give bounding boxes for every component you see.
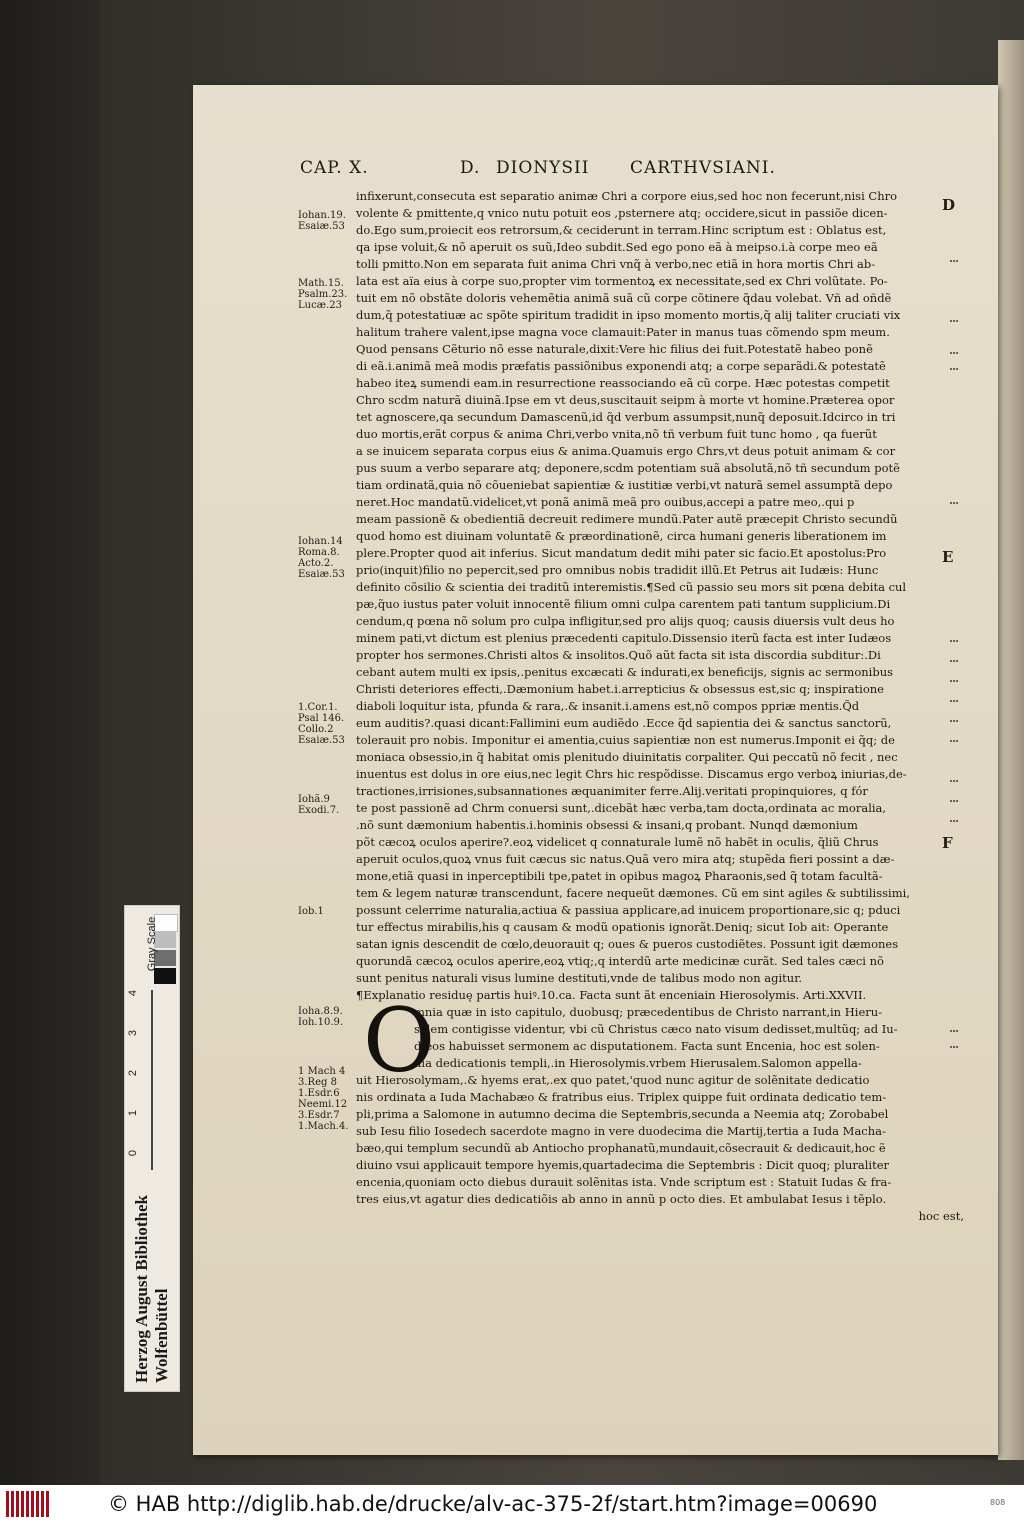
margin-mark [950, 740, 958, 746]
text-line: salem contigisse videntur, vbi cũ Christus cæco nato visum dedisset,multũq; ad Iu- [414, 1022, 898, 1036]
text-line: tolli pmitto.Non em separata fuit anima Chri vnq̃ à verbo,nec etiã in hora mortis Chri ab- [356, 257, 876, 271]
ruler-number: 4 [127, 989, 140, 997]
text-line: bæo,qui templum secundũ ab Antiocho prophanatũ,mundauit,cõsecrauit & dedicauit,hoc ẽ [356, 1141, 886, 1155]
footer-url[interactable]: © HAB http://diglib.hab.de/drucke/alv-ac-375-2f/start.htm?image=00690 [108, 1492, 878, 1516]
section-heading: ¶Explanatio residuę partis huiꝰ.10.ca. Facta sunt ãt enceniain Hierosolymis. Arti.XXVII. [356, 988, 867, 1002]
chapter-label: CAP. X. [300, 158, 369, 178]
author-surname: CARTHVSIANI. [630, 158, 776, 178]
text-line: prio(inquit)filio no pepercit,sed pro omnibus nobis tradidit illũ.Et Petrus ait Iudæis: Hunc [356, 563, 879, 577]
running-header [300, 158, 965, 186]
section-letter-d: D [942, 196, 956, 214]
drop-cap: O [363, 989, 436, 1092]
text-line: uit Hierosolymam,.& hyems erat,.ex quo patet,'quod nunc agitur de solẽnitate dedicatio [356, 1073, 870, 1087]
text-line: plere.Propter quod ait inferius. Sicut mandatum dedit mihi pater sic facio.Et apostolus:Pro [356, 546, 887, 560]
text-line: inuentus est dolus in ore eius,nec legit Chrs hic respõdisse. Discamus ergo verboꝝ iniurias,de- [356, 767, 907, 781]
text-line: põt cæcoꝝ oculos aperire?.eoꝝ videlicet q connaturale lumẽ nõ habẽt in oculis, q̃liũ Chrus [356, 835, 879, 849]
ruler-number: 2 [127, 1069, 140, 1077]
margin-note: 1 Mach 4 3.Reg 8 1.Esdr.6 Neemi.12 3.Esdr.7 1.Mach.4. [298, 1066, 349, 1132]
text-line: possunt celerrime naturalia,actiua & passiua applicare,ad inuicem proportionare,sic q; pduci [356, 903, 901, 917]
author-name: DIONYSII [496, 158, 590, 178]
text-line: tet agnoscere,qa secundum Damascenũ,id q̃d verbum assumpsit,nunq̃ deposuit.Idcirco in tri [356, 410, 896, 424]
margin-note: Iob.1 [298, 906, 324, 917]
text-line: .nõ sunt dæmonium habentis.i.hominis obsessi & insani,q probant. Nunqd dæmonium [356, 818, 858, 832]
text-line: Quod pensans Cẽturio nõ esse naturale,dixit:Vere hic filius dei fuit.Potestatẽ habeo ponẽ [356, 342, 873, 356]
hab-logo-icon [6, 1491, 52, 1517]
text-line: meam passionẽ & obedientiã decreuit redimere mundũ.Pater autẽ præcepit Christo secundũ [356, 512, 898, 526]
margin-note: 1.Cor.1. Psal 146. Collo.2 Esaiæ.53 [298, 702, 345, 746]
margin-mark [950, 640, 958, 646]
text-line: moniaca obsessio,in q̃ habitat omis plenitudo diuinitatis corpaliter. Qui peccatũ nõ fecit , nec [356, 750, 898, 764]
text-line: volente & pmittente,q vnico nutu potuit eos ,psternere atq; occidere,sicut in passiõe dicen- [356, 206, 888, 220]
ruler-number: 3 [127, 1029, 140, 1037]
margin-note: Ioha.8.9. Ioh.10.9. [298, 1006, 344, 1028]
ruler-number: 0 [127, 1149, 140, 1157]
text-line: nia dedicationis templi,.in Hierosolymis.vrbem Hierusalem.Salomon appella- [414, 1056, 862, 1070]
text-line: tiam ordinatã,quia nõ cõueniebat sapientiæ & iustitiæ verbi,vt naturã semel assumptã depo [356, 478, 893, 492]
text-line: a se inuicem separata corpus eius & anima.Quamuis ergo Chrs,vt deus potuit animam & cor [356, 444, 896, 458]
margin-mark [950, 1030, 958, 1036]
margin-note: Iohan.19. Esaiæ.53 [298, 210, 346, 232]
margin-note: Iohã.9 Exodi.7. [298, 794, 340, 816]
text-line: diaboli loquitur ista, pfunda & rara,.& insanit.i.amens est,nõ compos ppriæ mentis.Q̃d [356, 699, 860, 713]
section-letter-f: F [942, 834, 953, 852]
ruler-line [151, 990, 153, 1170]
text-line: do.Ego sum,proiecit eos retrorsum,& ceciderunt in terram.Hinc scriptum est : Oblatus est, [356, 223, 887, 237]
text-line: minem pati,vt dictum est plenius præcedenti capitulo.Dissensio iterũ facta est inter Iudæos [356, 631, 892, 645]
text-line: neret.Hoc mandatũ.videlicet,vt ponã animã meã pro ouibus,accepi a patre meo,.qui p [356, 495, 855, 509]
gray-scale-label: Gray Scale [146, 916, 159, 972]
page-edge [998, 40, 1024, 1460]
section-paragraph [356, 1004, 964, 1072]
text-line: pus suum a verbo separare atq; deponere,scdm potentiam suã absolutã,nõ tñ secundum potẽ [356, 461, 900, 475]
ruler-numbers [128, 985, 148, 1165]
text-line: Chro scdm naturã diuinã.Ipse em vt deus,suscitauit seipm à morte vt homine.Præterea opor [356, 393, 895, 407]
text-line: di eã.i.animã meã modis præfatis passiõnibus exponendi atq; a corpe separãdi.& potestatẽ [356, 359, 886, 373]
text-line: aperuit oculos,quoꝝ vnus fuit cæcus sic natus.Quã vero mira atq; stupẽda fieri possint a dæ- [356, 852, 895, 866]
text-line: mnia quæ in isto capitulo, duobusq; præcedentibus de Christo narrant,in Hieru- [414, 1005, 883, 1019]
margin-mark [950, 800, 958, 806]
text-line: quod homo est diuinam voluntatẽ & præordinationẽ, circa humani generis liberationem im [356, 529, 887, 543]
margin-note: Math.15. Psalm.23. Lucæ.23 [298, 278, 348, 311]
margin-note: Iohan.14 Roma.8. Acto.2. Esaiæ.53 [298, 536, 345, 580]
text-line: tolerauit pro nobis. Imponitur ei amentia,cuius sapientiæ non est numerus.Imponit ei q̃q; de [356, 733, 895, 747]
text-line: tres eius,vt agatur dies dedicatiõis ab anno in annũ p octo dies. Et ambulabat Iesus i tẽplo. [356, 1192, 887, 1206]
text-line: mone,etiã quasi in inperceptibili tpe,patet in opibus magoꝝ Pharaonis,sed q̃ totam facultã- [356, 869, 883, 883]
text-line: duo mortis,erãt corpus & anima Chri,verbo vnita,nõ tñ verbum fuit tunc homo , qa fuerũt [356, 427, 877, 441]
margin-mark [950, 502, 958, 508]
text-line: propter hos sermones.Christi altos & insolitos.Quõ aũt facta sit ista discordia subditur:.Di [356, 648, 881, 662]
text-line: tem & legem naturæ transcendunt, facere nequeũt dæmones. Cũ em sint agiles & subtilissimi, [356, 886, 910, 900]
text-line: nis ordinata a Iuda Machabæo & fratribus eius. Triplex quippe fuit ordinata dedicatio tem- [356, 1090, 887, 1104]
text-line: habeo iteꝝ sumendi eam.in resurrectione reassociando eã cũ corpe. Hæc potestas competit [356, 376, 890, 390]
margin-mark [950, 660, 958, 666]
text-line: satan ignis descendit de cœlo,deuorauit q; oues & pueros custodiẽtes. Possunt igit dæmones [356, 937, 899, 951]
text-line: pæ,q̃uo iustus pater voluit innocentẽ filium omni culpa carentem pati tantum supplicium.Di [356, 597, 891, 611]
text-line: te post passionẽ ad Chrm conuersi sunt,.dicebãt hæc verba,tam docta,ordinata ac moralia, [356, 801, 887, 815]
margin-mark [950, 368, 958, 374]
text-line: eum auditis?.quasi dicant:Fallimini eum audiẽdo .Ecce q̃d sapientia dei & sanctus sanctorũ, [356, 716, 892, 730]
section-letter-e: E [942, 548, 954, 566]
text-line: definito cõsilio & scientia dei traditũ interemistis.¶Sed cũ passio seu mors sit pœna debita cul [356, 580, 907, 594]
text-line: tuit em nõ obstãte doloris vehemẽtia animã suã cũ corpe cõtinere q̃dau volebat. Vñ ad oñdẽ [356, 291, 892, 305]
text-line: tur effectus mirabilis,his q causam & modũ opationis ignorãt.Deniq; sicut Iob ait: Operante [356, 920, 889, 934]
library-name: Herzog August Bibliothek [132, 1195, 151, 1383]
text-line: halitum trahere valent,ipse magna voce clamauit:Pater in manus tuas cõmendo spm meum. [356, 325, 890, 339]
library-city: Wolfenbüttel [152, 1288, 171, 1383]
text-line: lata est aïa eius à corpe suo,propter vim tormentoꝝ ex necessitate,sed ex Chri volũtate. Po- [356, 274, 888, 288]
margin-mark [950, 680, 958, 686]
text-line: pli,prima a Salomone in autumno decima die Septembris,secunda a Neemia atq; Zorobabel [356, 1107, 889, 1121]
text-line: tractiones,irrisiones,subsannationes æquanimiter ferre.Alij.veritati propinquiores, q fór [356, 784, 868, 798]
margin-mark [950, 320, 958, 326]
text-line: infixerunt,consecuta est separatio animæ Chri a corpore eius,sed hoc non fecerunt,nisi Chro [356, 189, 898, 203]
margin-mark [950, 352, 958, 358]
text-line: dum,q̃ potestatiuæ ac spõte spiritum tradidit in ipso momento mortis,q̃ alij taliter cruciati vix [356, 308, 901, 322]
margin-mark [950, 700, 958, 706]
main-text [356, 188, 964, 1225]
text-line: quorundã cæcoꝝ oculos aperire,eoꝝ vtiq;,q interdũ arte medicinæ curãt. Sed tales cæci nõ [356, 954, 884, 968]
library-brand [124, 1165, 178, 1385]
text-line: cebant autem multi ex ipsis,.penitus excæcati & indurati,ex beneficijs, signis ac sermonibus [356, 665, 894, 679]
text-line: encenia,quoniam octo diebus durauit solẽnitas ista. Vnde scriptum est : Statuit Iudas & fra- [356, 1175, 892, 1189]
scan-board [0, 0, 100, 1485]
margin-mark [950, 820, 958, 826]
gray-scale-title [127, 912, 173, 972]
margin-mark [950, 260, 958, 266]
text-line: qa ipse voluit,& nõ aperuit os suũ,Ideo subdit.Sed ego pono eã à meipso.i.à corpe meo eã [356, 240, 878, 254]
text-line: Christi deteriores effecti,.Dæmonium habet.i.arrepticius & obsessus est,sic q; inspiratione [356, 682, 884, 696]
author-initial: D. [460, 158, 481, 178]
margin-mark [950, 780, 958, 786]
text-line: sub Iesu filio Iosedech sacerdote magno in vere duodecima die Martij,tertia a Iuda Macha- [356, 1124, 886, 1138]
text-line: dæos habuisset sermonem ac disputationem. Facta sunt Encenia, hoc est solen- [414, 1039, 880, 1053]
catchword: hoc est, [918, 1209, 964, 1223]
margin-mark [950, 1046, 958, 1052]
text-line: cendum,q pœna nõ solum pro culpa infligitur,sed pro alijs quoq; causis diuersis vult deus ho [356, 614, 895, 628]
ruler-number: 1 [127, 1109, 140, 1117]
footer-code: 808 [990, 1498, 1006, 1507]
margin-mark [950, 720, 958, 726]
text-line: sunt penitus naturali visus lumine destituti,vnde de talibus modo non agitur. [356, 971, 803, 985]
text-line: diuino vsui applicauit tempore hyemis,quartadecima die Septembris : Dicit quoq; pluraliter [356, 1158, 890, 1172]
